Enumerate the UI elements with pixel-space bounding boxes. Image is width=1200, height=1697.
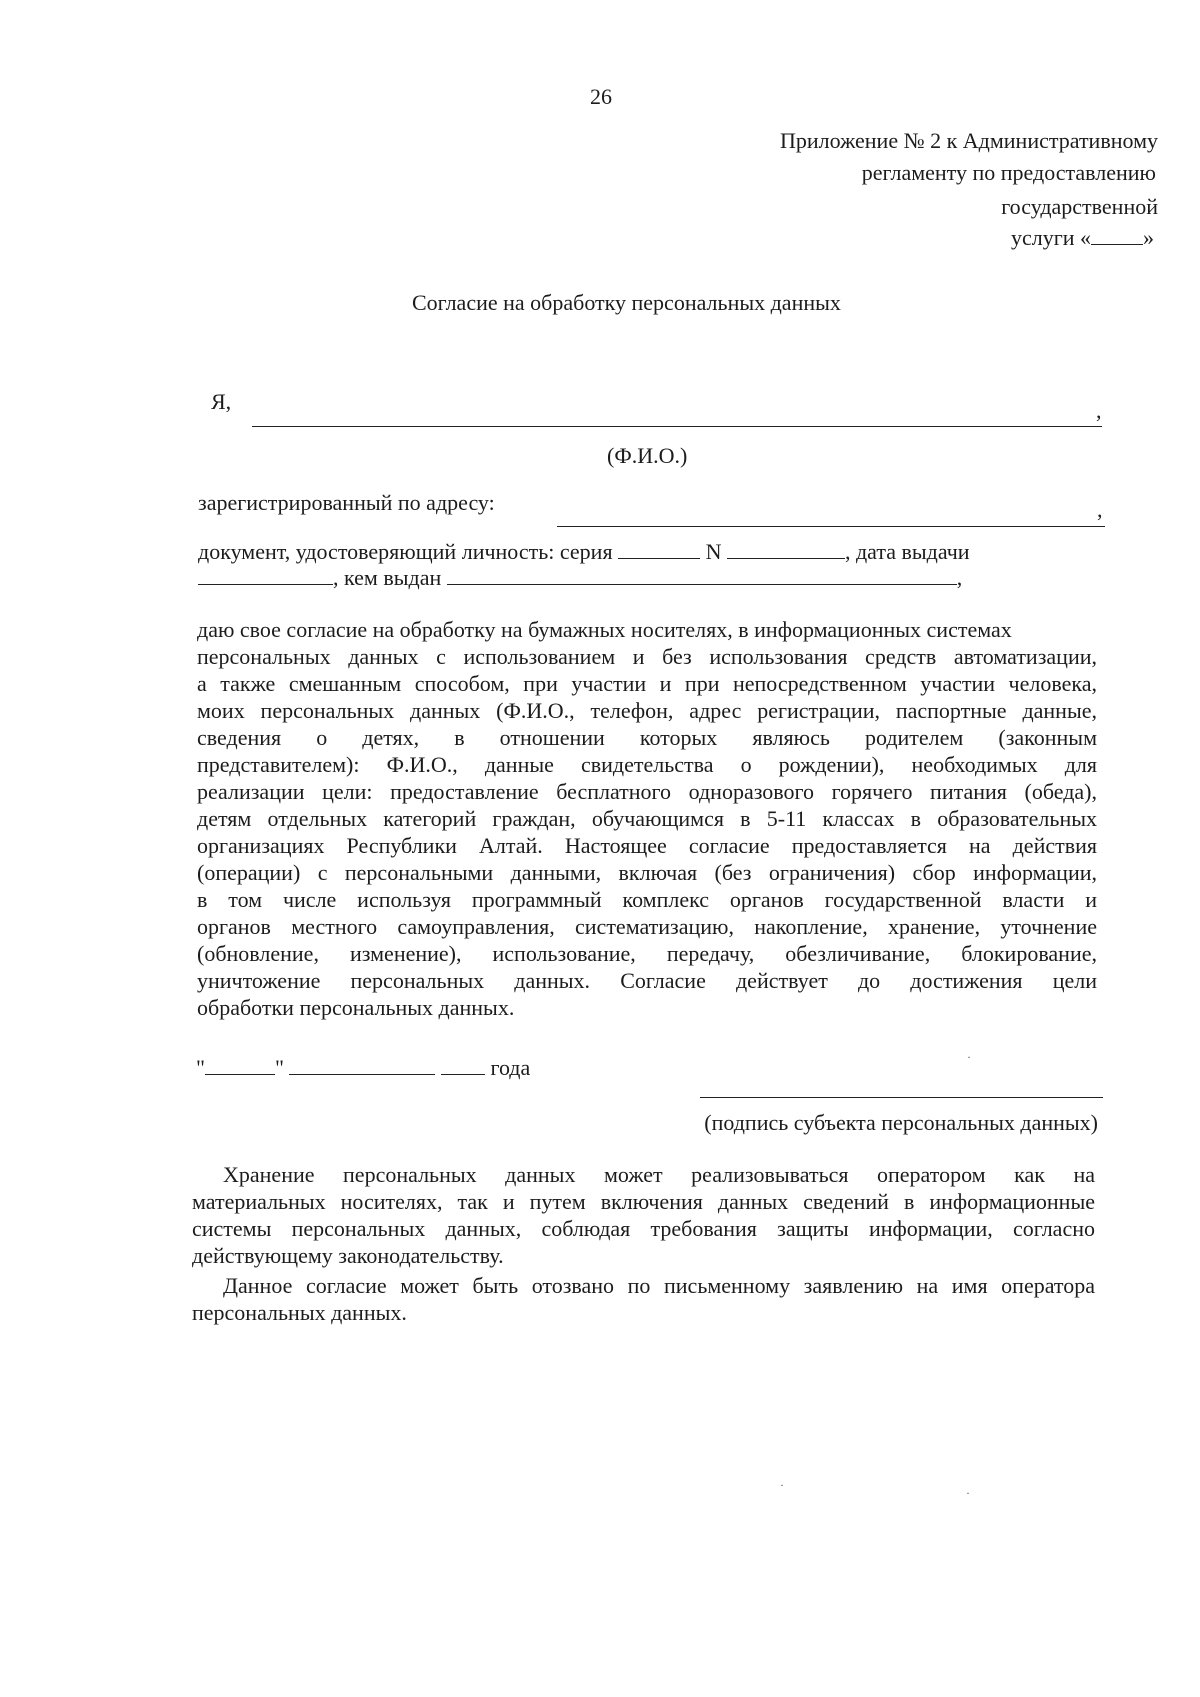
revoke-line: Данное согласие может быть отозвано по письменному заявлению на имя оператора: [223, 1273, 1095, 1298]
address-field[interactable]: [557, 526, 1105, 527]
issued-by-comma: ,: [956, 565, 963, 590]
consent-line: организациях Республики Алтай. Настоящее согласие предоставляется на действия: [197, 833, 1097, 858]
consent-line: (обновление, изменение), использование, передачу, обезличивание, блокирование,: [197, 941, 1097, 966]
consent-line: (операции) с персональными данными, включая (без ограничения) сбор информации,: [197, 860, 1097, 885]
issued-by-label: , кем выдан: [333, 565, 442, 590]
storage-line: системы персональных данных, соблюдая требования защиты информации, согласно: [192, 1216, 1095, 1241]
date-year-field[interactable]: [441, 1056, 485, 1075]
issued-by-row: [198, 565, 962, 591]
consent-line: персональных данных с использованием и без использования средств автоматизации,: [197, 644, 1097, 669]
consent-line: а также смешанным способом, при участии и при непосредственном участии человека,: [197, 671, 1097, 696]
document-number-field[interactable]: [727, 540, 845, 559]
document-id-row: [198, 539, 970, 565]
date-row: [196, 1055, 530, 1081]
consent-line: реализации цели: предоставление бесплатного одноразового горячего питания (обеда),: [197, 779, 1097, 804]
consent-line: сведения о детях, в отношении которых являюсь родителем (законным: [197, 725, 1097, 750]
appendix-service-prefix: услуги «: [1010, 225, 1091, 250]
fio-comma: ,: [1096, 398, 1102, 423]
address-label: зарегистрированный по адресу:: [198, 490, 495, 515]
issue-date-label: , дата выдачи: [844, 539, 970, 564]
date-year-label: года: [490, 1055, 531, 1080]
signature-caption: (подпись субъекта персональных данных): [704, 1110, 1098, 1135]
appendix-line-3: государственной: [1001, 194, 1158, 219]
page-number: 26: [590, 84, 612, 109]
consent-line: обработки персональных данных.: [197, 995, 515, 1020]
date-month-field[interactable]: [289, 1056, 435, 1075]
consent-line: детям отдельных категорий граждан, обучающимся в 5-11 классах в образовательных: [197, 806, 1097, 831]
consent-line: моих персональных данных (Ф.И.О., телефон, адрес регистрации, паспортные данные,: [197, 698, 1097, 723]
consent-line: представителем): Ф.И.О., данные свидетельства о рождении), необходимых для: [197, 752, 1097, 777]
consent-line: в том числе используя программный комплекс органов государственной власти и: [197, 887, 1097, 912]
date-day-field[interactable]: [205, 1056, 275, 1075]
document-title: Согласие на обработку персональных данных: [412, 290, 841, 315]
appendix-line-1: Приложение № 2 к Административному: [780, 128, 1158, 153]
document-series-label: документ, удостоверяющий личность: серия: [198, 539, 613, 564]
service-name-blank[interactable]: [1091, 226, 1143, 245]
address-comma: ,: [1097, 497, 1103, 522]
appendix-service-suffix: »: [1143, 225, 1154, 250]
fio-caption: (Ф.И.О.): [607, 443, 688, 468]
revoke-line: персональных данных.: [192, 1300, 407, 1325]
scan-speck: ·: [967, 1050, 971, 1064]
document-series-field[interactable]: [618, 540, 700, 559]
scan-speck: ·: [966, 1486, 970, 1500]
date-quote-open: ": [196, 1055, 205, 1080]
appendix-line-2: регламенту по предоставлению: [861, 160, 1156, 185]
fio-field[interactable]: [252, 426, 1102, 427]
ya-label: Я,: [211, 389, 232, 414]
storage-line: Хранение персональных данных может реализовываться оператором как на: [223, 1162, 1095, 1187]
date-quote-close: ": [274, 1055, 284, 1080]
issued-by-field[interactable]: [447, 566, 957, 585]
consent-line: уничтожение персональных данных. Согласие действует до достижения цели: [197, 968, 1097, 993]
storage-line: действующему законодательству.: [192, 1243, 504, 1268]
appendix-line-4: [1011, 225, 1154, 251]
storage-line: материальных носителях, так и путем включения данных сведений в информационные: [192, 1189, 1095, 1214]
signature-field[interactable]: [700, 1097, 1103, 1098]
document-number-label: N: [705, 539, 722, 564]
issue-date-field[interactable]: [198, 566, 333, 585]
consent-line: даю свое согласие на обработку на бумажных носителях, в информационных системах: [197, 617, 1012, 642]
consent-line: органов местного самоуправления, систематизацию, накопление, хранение, уточнение: [197, 914, 1097, 939]
scan-speck: ·: [780, 1478, 784, 1492]
